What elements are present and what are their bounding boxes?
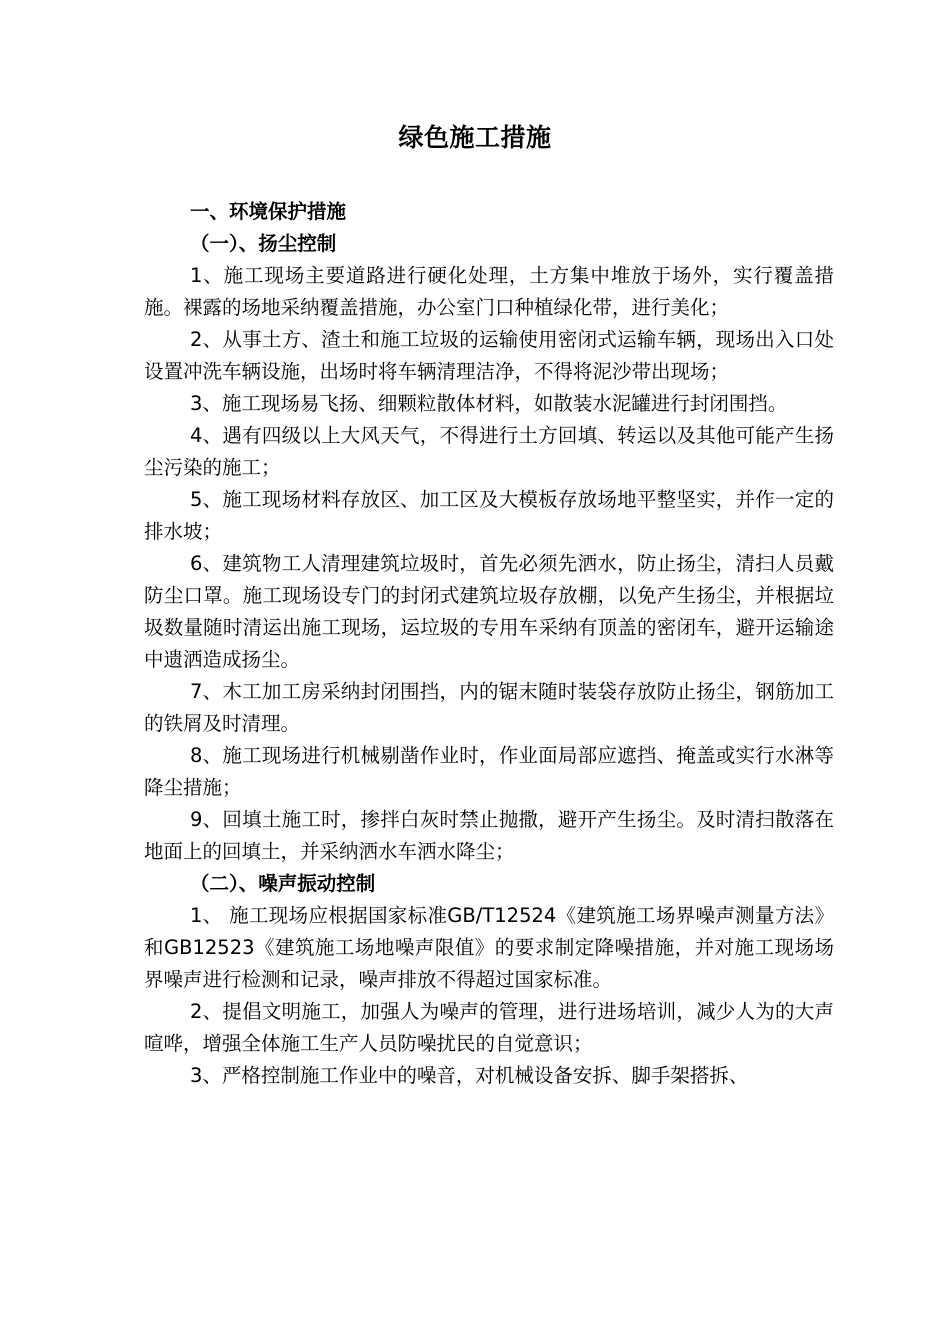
document-body [144, 196, 834, 1092]
document-title: 绿色施工措施 [398, 123, 552, 152]
paragraph-dust-8: 8、施工现场进行机械剔凿作业时，作业面局部应遮挡、掩盖或实行水淋等降尘措施； [144, 744, 834, 799]
paragraph-dust-1: 1、施工现场主要道路进行硬化处理，土方集中堆放于场外，实行覆盖措施。裸露的场地采纳覆盖措施，办公室门口种植绿化带，进行美化； [144, 264, 834, 319]
subsection-heading-dust: （一）、扬尘控制 [190, 232, 337, 255]
paragraph-dust-3: 3、施工现场易飞扬、细颗粒散体材料，如散装水泥罐进行封闭围挡。 [190, 392, 788, 415]
paragraph-dust-5: 5、施工现场材料存放区、加工区及大模板存放场地平整坚实，并作一定的排水坡； [144, 488, 834, 543]
paragraph-dust-4: 4、遇有四级以上大风天气，不得进行土方回填、转运以及其他可能产生扬尘污染的施工； [144, 424, 834, 479]
paragraph-dust-2: 2、从事土方、渣土和施工垃圾的运输使用密闭式运输车辆，现场出入口处设置冲洗车辆设施，出场时将车辆清理洁净，不得将泥沙带出现场； [144, 328, 834, 383]
paragraph-dust-6: 6、建筑物工人清理建筑垃圾时，首先必须先洒水，防止扬尘，清扫人员戴防尘口罩。施工现场设专门的封闭式建筑垃圾存放棚，以免产生扬尘，并根据垃圾数量随时清运出施工现场，运垃圾的专用车采纳有顶盖的密闭车，避开运输途中遗洒造成扬尘。 [144, 552, 834, 671]
paragraph-dust-9: 9、回填土施工时，掺拌白灰时禁止抛撒，避开产生扬尘。及时清扫散落在地面上的回填土，并采纳洒水车洒水降尘； [144, 808, 834, 863]
subsection-heading-noise: （二）、噪声振动控制 [190, 872, 376, 895]
paragraph-dust-7: 7、木工加工房采纳封闭围挡，内的锯末随时装袋存放防止扬尘，钢筋加工的铁屑及时清理。 [144, 680, 834, 735]
section-heading-environment: 一、环境保护措施 [190, 200, 347, 223]
paragraph-noise-3: 3、严格控制施工作业中的噪音，对机械设备安拆、脚手架搭拆、 [190, 1064, 749, 1087]
paragraph-noise-1: 1、 施工现场应根据国家标准GB/T12524《建筑施工场界噪声测量方法》和GB12523《建筑施工场地噪声限值》的要求制定降噪措施，并对施工现场场界噪声进行检测和记录，噪声排放不得超过国家标准。 [144, 904, 834, 991]
paragraph-noise-2: 2、提倡文明施工，加强人为噪声的管理，进行进场培训，减少人为的大声喧哗，增强全体施工生产人员防噪扰民的自觉意识； [144, 1000, 834, 1055]
